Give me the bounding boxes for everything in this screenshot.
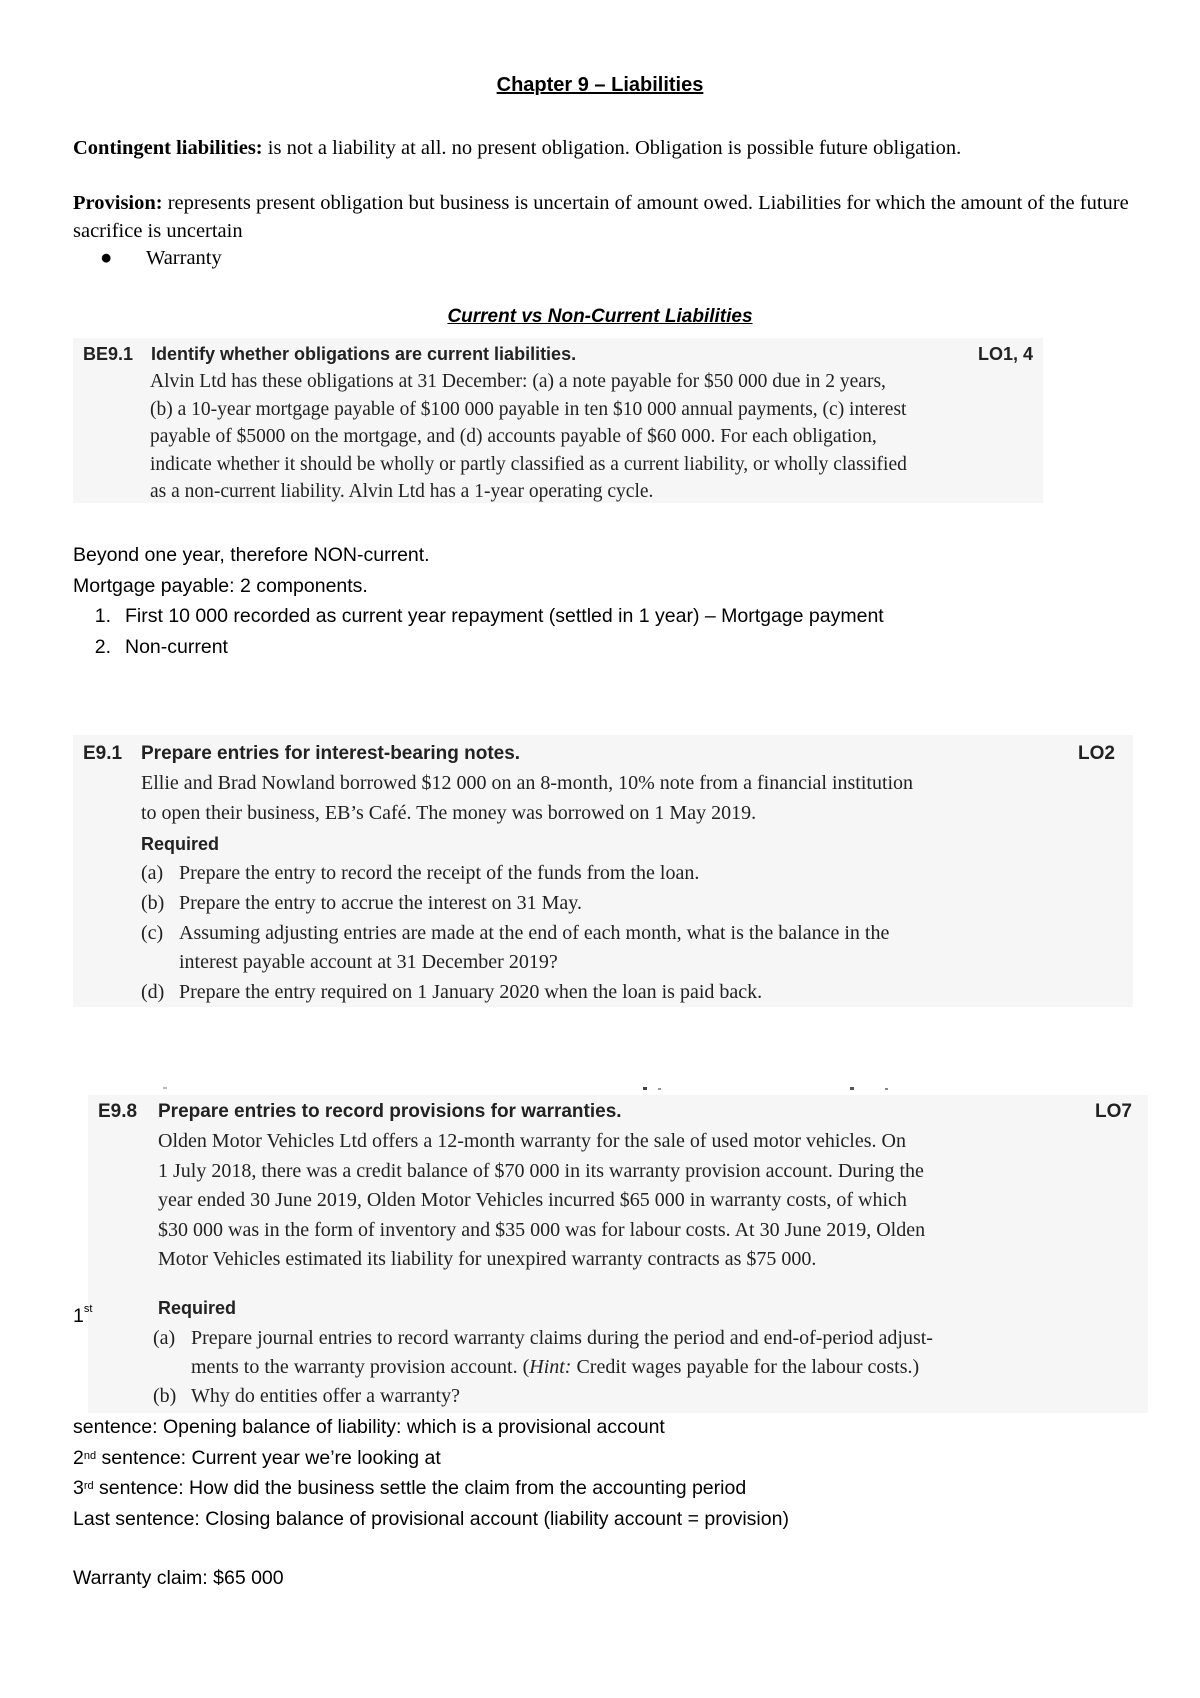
- note-line: Beyond one year, therefore NON-current.: [73, 544, 430, 566]
- chapter-title: Chapter 9 – Liabilities: [496, 74, 704, 96]
- item-number: 1.: [94, 605, 111, 627]
- numbered-item: [73, 632, 884, 663]
- ordinal-suffix: st: [83, 1303, 93, 1315]
- scan-artifacts: [150, 1085, 950, 1093]
- exercise-e91-scan: [73, 735, 1133, 1007]
- item-label: (b): [153, 1385, 177, 1407]
- exercise-body: [150, 368, 1040, 506]
- body-line: payable of $5000 on the mortgage, and (d) accounts payable of $60 000. For each obligation,: [150, 426, 877, 447]
- exercise-code: E9.8: [98, 1101, 138, 1122]
- contingent-term: Contingent liabilities:: [73, 137, 263, 159]
- body-line: (b) a 10-year mortgage payable of $100 000 payable in ten $10 000 annual payments, (c) interest: [150, 398, 907, 420]
- note-line: [73, 1473, 789, 1504]
- item-text: Assuming adjusting entries are made at the end of each month, what is the balance in the: [179, 922, 890, 944]
- ordinal-suffix: nd: [83, 1449, 97, 1462]
- note-line: Last sentence: Closing balance of provisional account (liability account = provision): [73, 1507, 789, 1530]
- exercise-code: E9.1: [83, 743, 123, 764]
- bullet-icon: ●: [100, 247, 113, 269]
- item-text: Prepare the entry to record the receipt of the funds from the loan.: [179, 862, 700, 884]
- learning-objective: LO2: [1078, 743, 1115, 764]
- section-title: Current vs Non-Current Liabilities: [447, 306, 753, 327]
- body-line: Ellie and Brad Nowland borrowed $12 000 on an 8-month, 10% note from a financial institution: [141, 772, 914, 794]
- ordinal-marker: [73, 1305, 92, 1328]
- warranty-claim-note: Warranty claim: $65 000: [73, 1567, 284, 1589]
- provision-term: Provision:: [73, 192, 163, 214]
- exercise-body: [158, 1127, 1148, 1275]
- exercise-title: Prepare entries to record provisions for warranties.: [158, 1101, 622, 1122]
- note-line: [73, 1443, 789, 1474]
- item-label: (d): [141, 981, 165, 1003]
- item-label: (a): [141, 862, 164, 884]
- note-text: sentence: Current year we’re looking at: [96, 1446, 441, 1469]
- item-text: Prepare the entry required on 1 January 2020 when the loan is paid back.: [179, 981, 763, 1003]
- provision-text: represents present obligation but business is uncertain of amount owed. Liabilities for which the amount of the future sacrifice is uncertain: [73, 192, 1129, 242]
- provision-paragraph: [73, 189, 1133, 245]
- required-heading: Required: [158, 1298, 237, 1318]
- item-number: 2.: [94, 635, 111, 658]
- required-heading: Required: [141, 834, 220, 854]
- exercise-title: Identify whether obligations are current liabilities.: [151, 344, 577, 364]
- exercise-title: Prepare entries for interest-bearing notes.: [141, 743, 521, 764]
- ordinal-number: 2: [73, 1446, 84, 1469]
- notes-sentences: [73, 1412, 789, 1534]
- body-line: Alvin Ltd has these obligations at 31 December: (a) a note payable for $50 000 due in 2 years,: [150, 371, 886, 392]
- bullet-list-item: [100, 244, 222, 272]
- item-text-part: ments to the warranty provision account. (: [191, 1356, 530, 1378]
- learning-objective: LO1, 4: [977, 344, 1033, 364]
- item-label: (a): [153, 1327, 176, 1349]
- ordinal-number: 1: [73, 1305, 84, 1327]
- body-line: $30 000 was in the form of inventory and $35 000 was for labour costs. At 30 June 2019, Olden: [158, 1218, 926, 1241]
- notes-current-noncurrent: [73, 540, 884, 662]
- bullet-text: Warranty: [146, 247, 222, 269]
- item-text: [191, 1353, 1151, 1383]
- body-line: Motor Vehicles estimated its liability for unexpired warranty contracts as $75 000.: [158, 1248, 817, 1270]
- contingent-liabilities-paragraph: [73, 134, 1133, 162]
- item-label: (c): [141, 922, 164, 944]
- body-line: 1 July 2018, there was a credit balance of $70 000 in its warranty provision account. During the: [158, 1159, 924, 1182]
- item-label: (b): [141, 892, 165, 914]
- exercise-be91-scan: [73, 338, 1043, 503]
- item-text: interest payable account at 31 December 2019?: [179, 951, 558, 973]
- learning-objective: LO7: [1095, 1101, 1132, 1122]
- body-line: year ended 30 June 2019, Olden Motor Vehicles incurred $65 000 in warranty costs, of which: [158, 1189, 907, 1211]
- ordinal-suffix: rd: [83, 1480, 94, 1492]
- body-line: Olden Motor Vehicles Ltd offers a 12-month warranty for the sale of used motor vehicles. On: [158, 1130, 906, 1152]
- ordinal-number: 3: [73, 1477, 84, 1499]
- item-text: First 10 000 recorded as current year repayment (settled in 1 year) – Mortgage payment: [125, 605, 884, 627]
- hint-label: Hint:: [529, 1356, 572, 1378]
- item-text: Prepare the entry to accrue the interest on 31 May.: [179, 892, 582, 914]
- item-text: Non-current: [125, 635, 228, 658]
- item-text-part: Credit wages payable for the labour costs.): [571, 1356, 920, 1378]
- note-line: Mortgage payable: 2 components.: [73, 574, 368, 597]
- contingent-text: is not a liability at all. no present obligation. Obligation is possible future obligation.: [262, 137, 962, 159]
- exercise-body: [141, 769, 1131, 828]
- body-line: as a non-current liability. Alvin Ltd has a 1-year operating cycle.: [150, 481, 654, 502]
- note-line: sentence: Opening balance of liability: which is a provisional account: [73, 1416, 665, 1438]
- note-text: sentence: How did the business settle the claim from the accounting period: [93, 1477, 747, 1499]
- numbered-item: [73, 601, 884, 632]
- item-text: Why do entities offer a warranty?: [191, 1385, 460, 1407]
- body-line: indicate whether it should be wholly or partly classified as a current liability, or wholly classified: [150, 453, 907, 475]
- exercise-code: BE9.1: [83, 344, 134, 364]
- item-text: Prepare journal entries to record warranty claims during the period and end-of-period adjust-: [191, 1327, 933, 1349]
- exercise-e98-scan: [88, 1095, 1148, 1413]
- body-line: to open their business, EB’s Café. The money was borrowed on 1 May 2019.: [141, 801, 757, 824]
